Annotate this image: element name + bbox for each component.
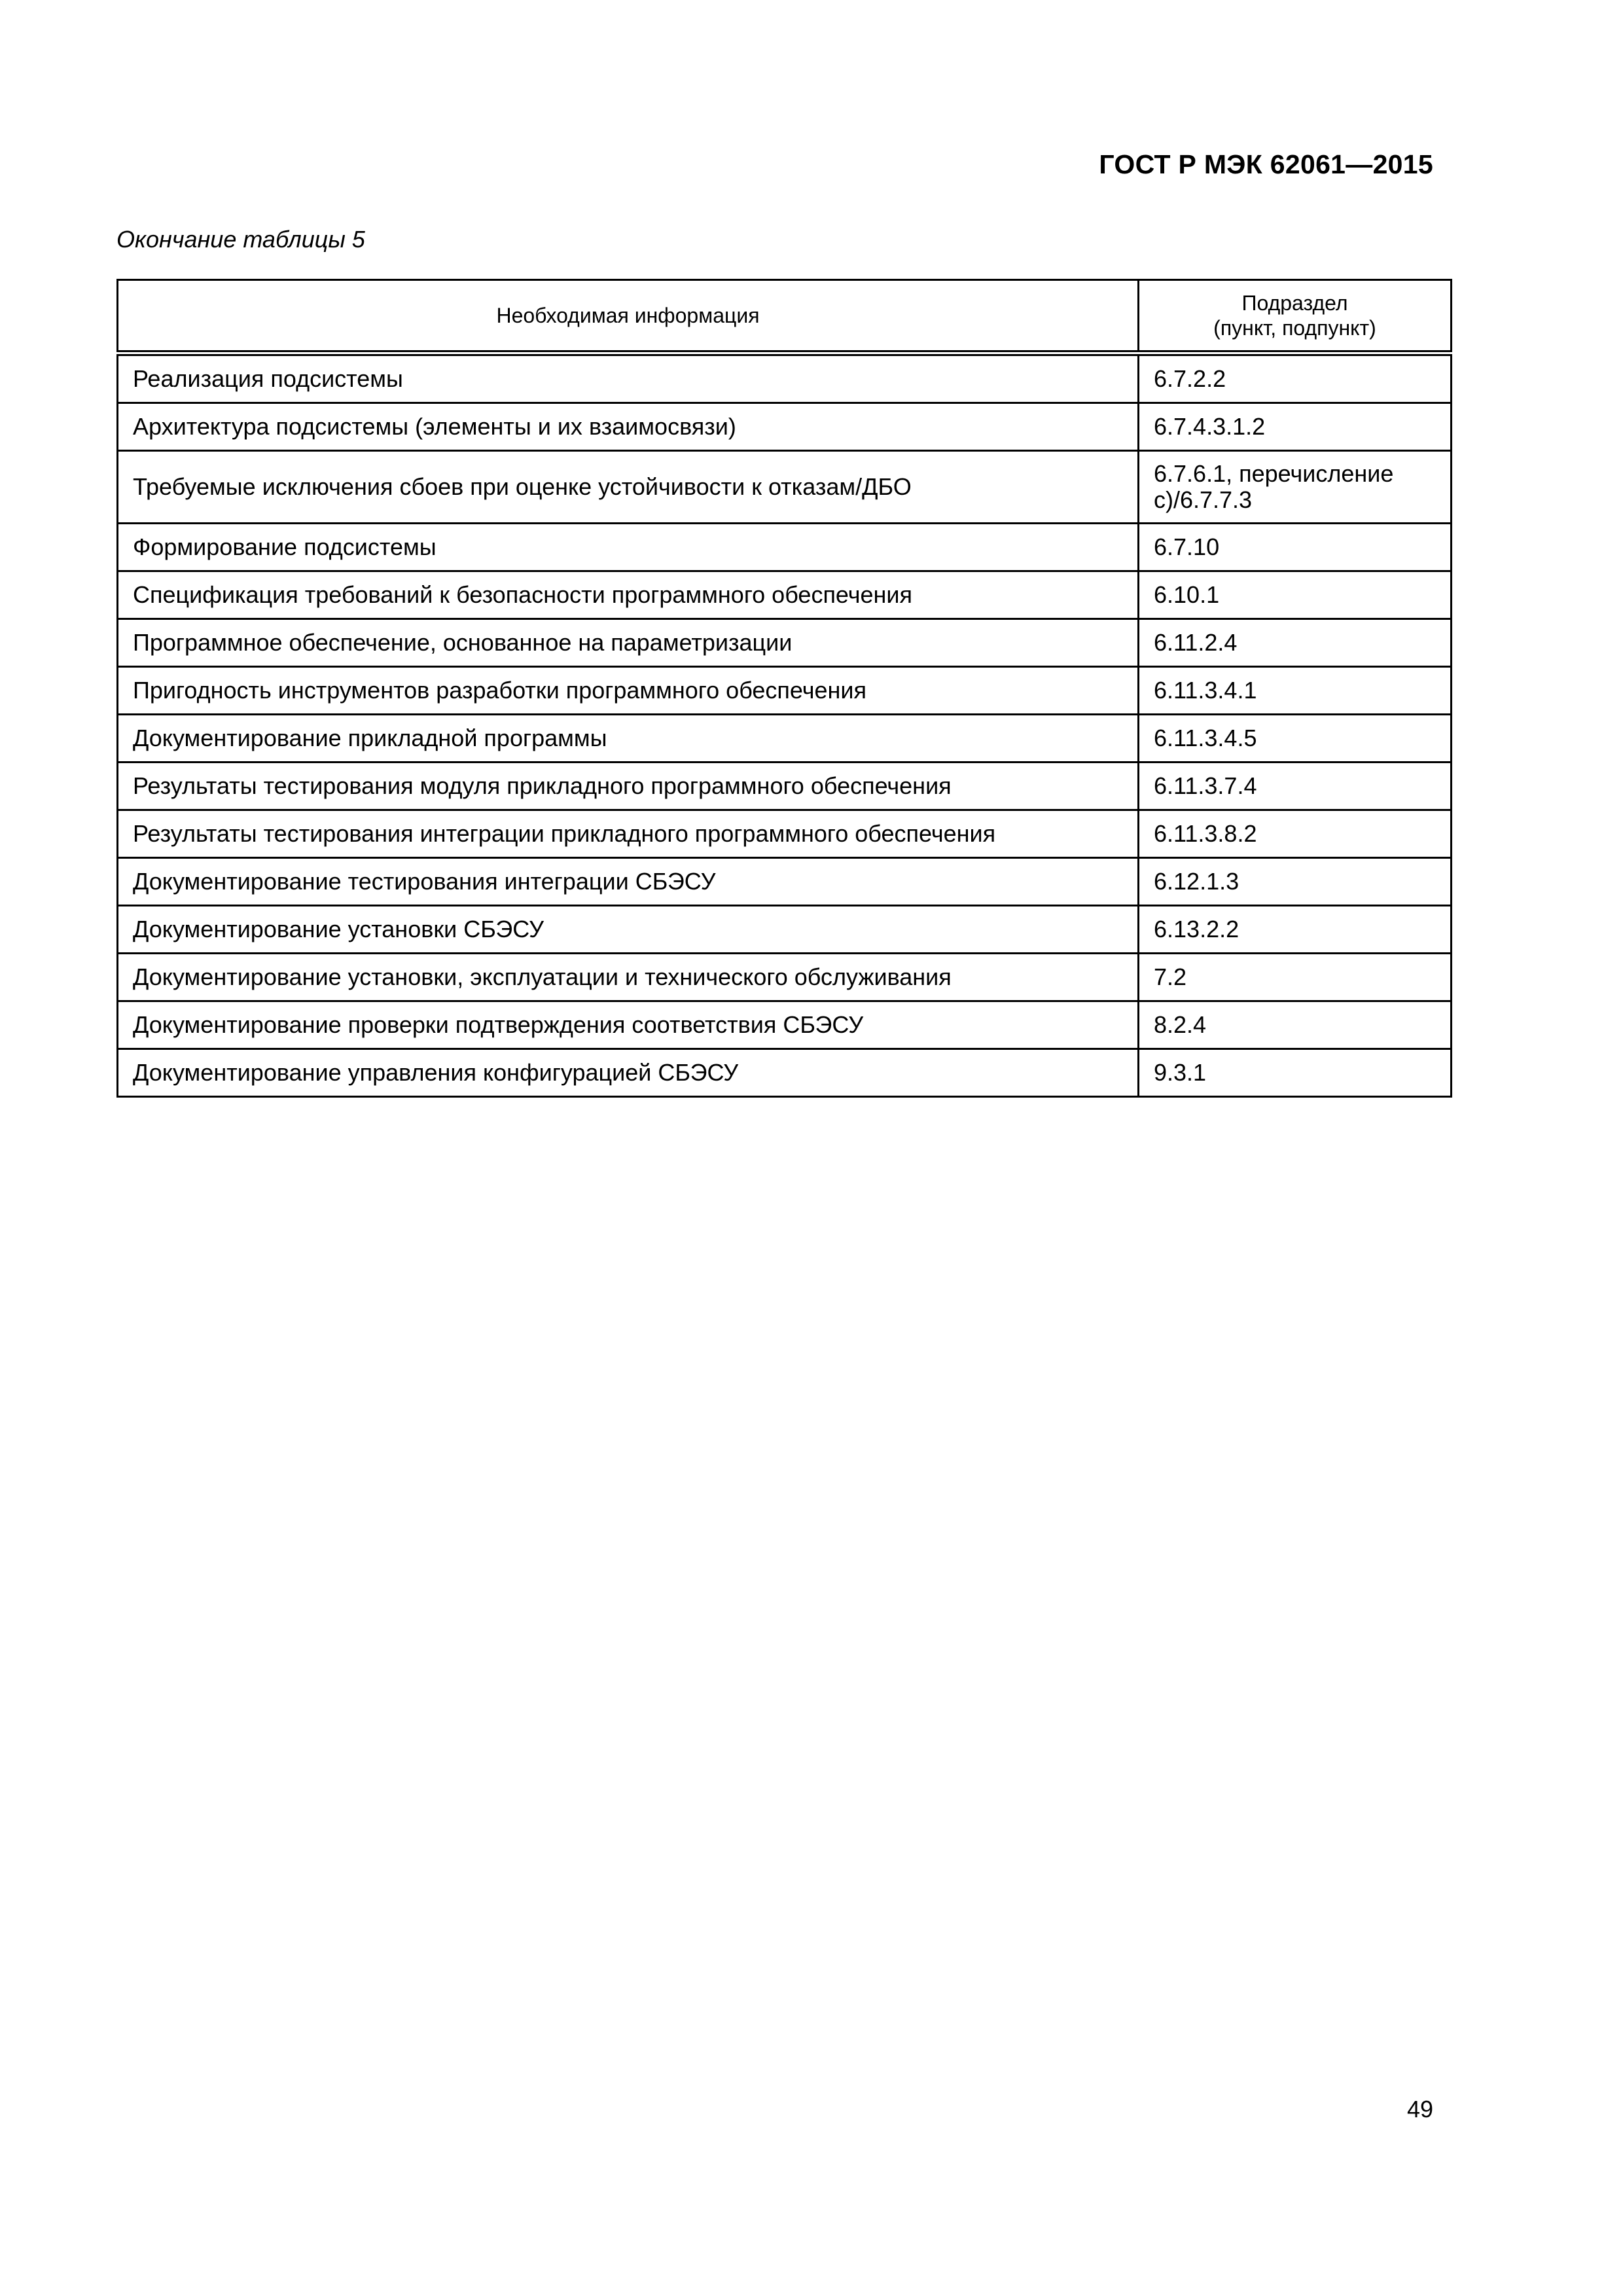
subsection-cell-line: 6.7.6.1, перечисление [1154, 460, 1394, 487]
subsection-cell: 6.12.1.3 [1139, 858, 1452, 906]
subsection-cell: 9.3.1 [1139, 1049, 1452, 1097]
table-row [118, 353, 1452, 403]
table-row [118, 451, 1452, 524]
table-row [118, 906, 1452, 954]
info-cell: Документирование установки, эксплуатации и технического обслуживания [118, 954, 1139, 1001]
subsection-cell: 6.10.1 [1139, 571, 1452, 619]
column-header-info: Необходимая информация [118, 280, 1139, 353]
table-row [118, 715, 1452, 762]
table-row [118, 810, 1452, 858]
table-header-row [118, 280, 1452, 353]
info-cell: Документирование тестирования интеграции СБЭСУ [118, 858, 1139, 906]
table-row [118, 858, 1452, 906]
table-row [118, 954, 1452, 1001]
subsection-cell: 6.11.3.4.1 [1139, 667, 1452, 715]
subsection-cell: 7.2 [1139, 954, 1452, 1001]
column-header-subsection-title: Подраздел [1241, 291, 1348, 315]
table-row [118, 1049, 1452, 1097]
column-header-subsection [1139, 280, 1452, 353]
column-header-subsection-note: (пункт, подпункт) [1213, 316, 1376, 340]
subsection-cell-line: с)/6.7.7.3 [1154, 486, 1253, 513]
table-row [118, 403, 1452, 451]
subsection-cell: 6.11.3.7.4 [1139, 762, 1452, 810]
subsection-cell: 6.13.2.2 [1139, 906, 1452, 954]
page-number: 49 [1406, 2096, 1433, 2123]
table-caption: Окончание таблицы 5 [116, 226, 365, 253]
subsection-cell: 6.7.10 [1139, 524, 1452, 571]
info-cell: Требуемые исключения сбоев при оценке устойчивости к отказам/ДБО [118, 451, 1139, 524]
table-row [118, 571, 1452, 619]
table-row [118, 524, 1452, 571]
subsection-cell: 6.7.2.2 [1139, 353, 1452, 403]
info-cell: Пригодность инструментов разработки программного обеспечения [118, 667, 1139, 715]
subsection-cell: 6.11.3.8.2 [1139, 810, 1452, 858]
subsection-cell [1139, 451, 1452, 524]
info-cell: Результаты тестирования модуля прикладного программного обеспечения [118, 762, 1139, 810]
document-id-header: ГОСТ Р МЭК 62061—2015 [1099, 149, 1433, 179]
table-row [118, 762, 1452, 810]
subsection-cell: 6.7.4.3.1.2 [1139, 403, 1452, 451]
info-cell: Формирование подсистемы [118, 524, 1139, 571]
info-cell: Документирование установки СБЭСУ [118, 906, 1139, 954]
info-cell: Программное обеспечение, основанное на параметризации [118, 619, 1139, 667]
info-cell: Результаты тестирования интеграции прикладного программного обеспечения [118, 810, 1139, 858]
subsection-cell: 6.11.3.4.5 [1139, 715, 1452, 762]
info-cell: Документирование проверки подтверждения соответствия СБЭСУ [118, 1001, 1139, 1049]
requirements-reference-table [116, 279, 1452, 1098]
info-cell: Реализация подсистемы [118, 353, 1139, 403]
table-row [118, 619, 1452, 667]
info-cell: Спецификация требований к безопасности программного обеспечения [118, 571, 1139, 619]
info-cell: Документирование прикладной программы [118, 715, 1139, 762]
subsection-cell: 6.11.2.4 [1139, 619, 1452, 667]
table-row [118, 1001, 1452, 1049]
table-row [118, 667, 1452, 715]
info-cell: Документирование управления конфигурацией СБЭСУ [118, 1049, 1139, 1097]
subsection-cell: 8.2.4 [1139, 1001, 1452, 1049]
info-cell: Архитектура подсистемы (элементы и их взаимосвязи) [118, 403, 1139, 451]
